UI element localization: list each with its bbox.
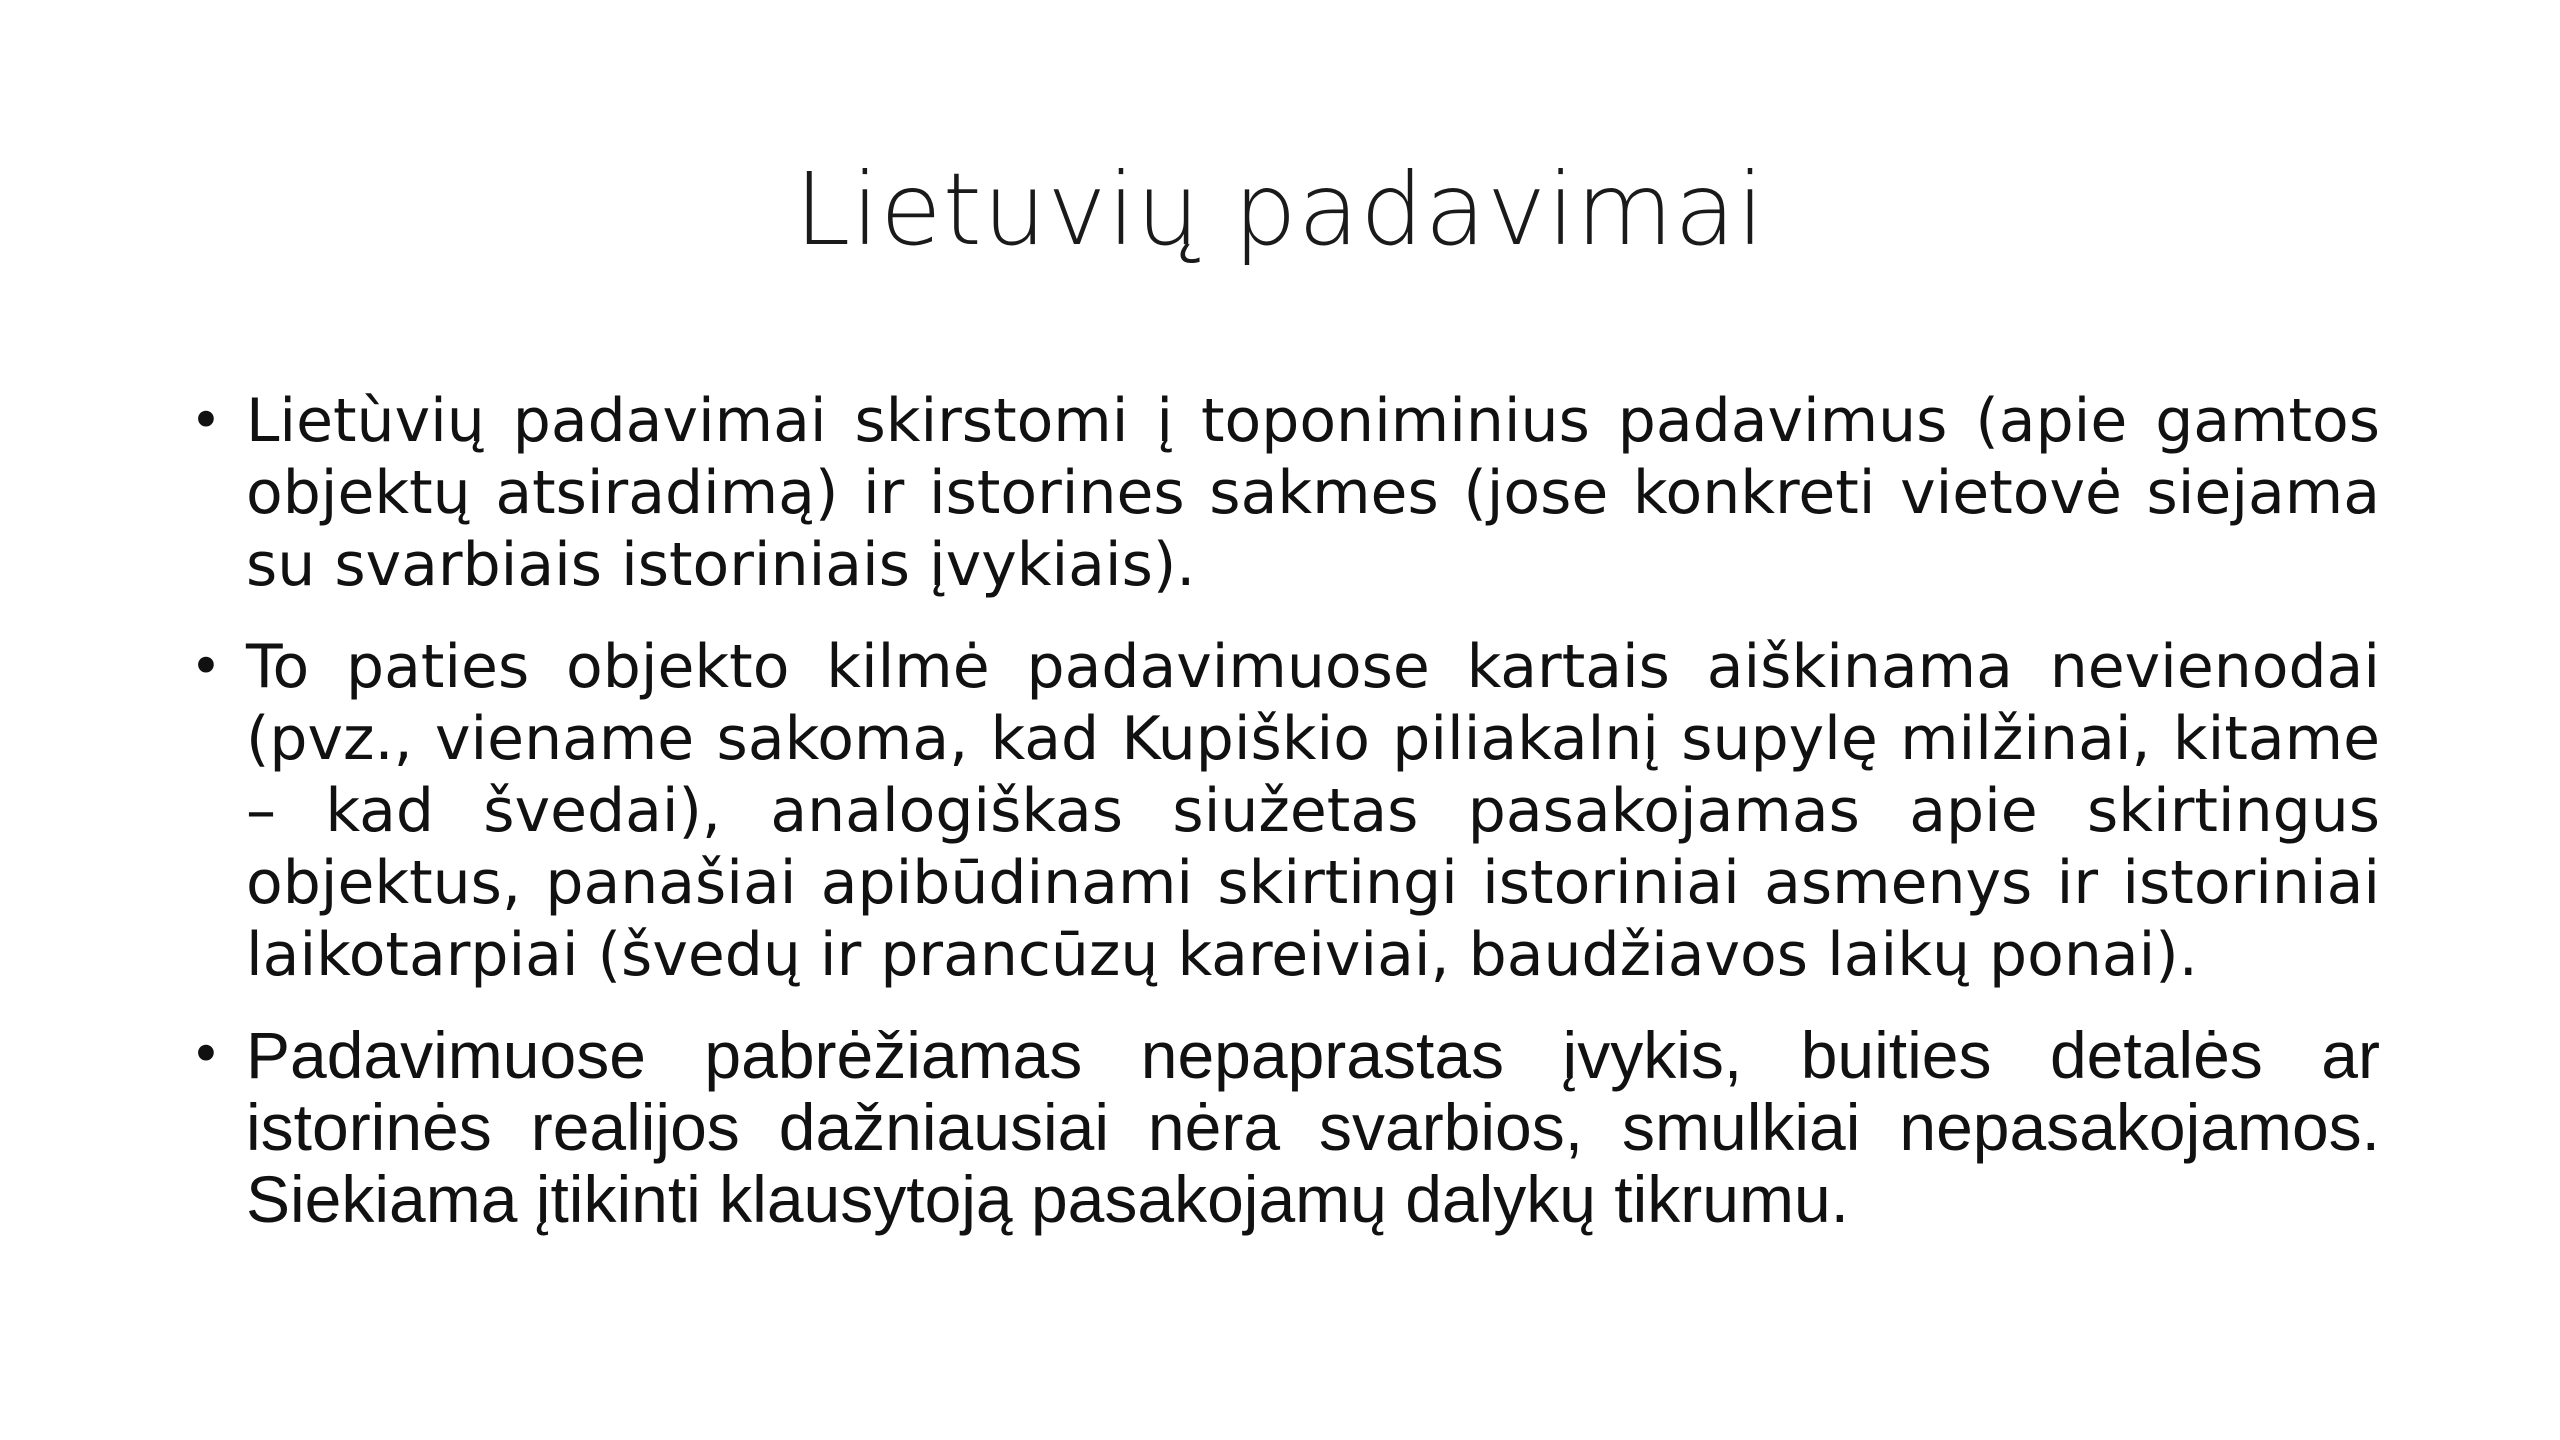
slide-title: Lietuvių padavimai <box>794 151 1766 268</box>
bullet-list <box>190 385 2380 1235</box>
bullet-item <box>190 631 2380 991</box>
bullet-dot-icon: • <box>190 389 222 452</box>
bullet-text: Lietùvių padavimai skirstomi į toponiminius padavimus (apie gamtos objektų atsiradimą) ir istorines sakmes (jose konkreti vietovė siejama su svarbiais istoriniais įvykiais). <box>246 386 2380 600</box>
bullet-item <box>190 385 2380 601</box>
bullet-item <box>190 1019 2380 1235</box>
bullet-dot-icon: • <box>190 1023 222 1086</box>
bullet-text: To paties objekto kilmė padavimuose kartais aiškinama nevienodai (pvz., viename sakoma, kad Kupiškio piliakalnį supylę milžinai, kitame – kad švedai), analogiškas siužetas pasakojamas apie skirtingus objektus, panašiai apibūdinami skirtingi istoriniai asmenys ir istoriniai laikotarpiai (švedų ir prancūzų kareiviai, baudžiavos laikų ponai). <box>246 632 2380 990</box>
bullet-text: Padavimuose pabrėžiamas nepaprastas įvykis, buities detalės ar istorinės realijos dažniausiai nėra svarbios, smulkiai nepasakojamos. Siekiama įtikinti klausytoją pasakojamų dalykų tikrumu. <box>246 1018 2380 1236</box>
bullet-dot-icon: • <box>190 635 222 698</box>
